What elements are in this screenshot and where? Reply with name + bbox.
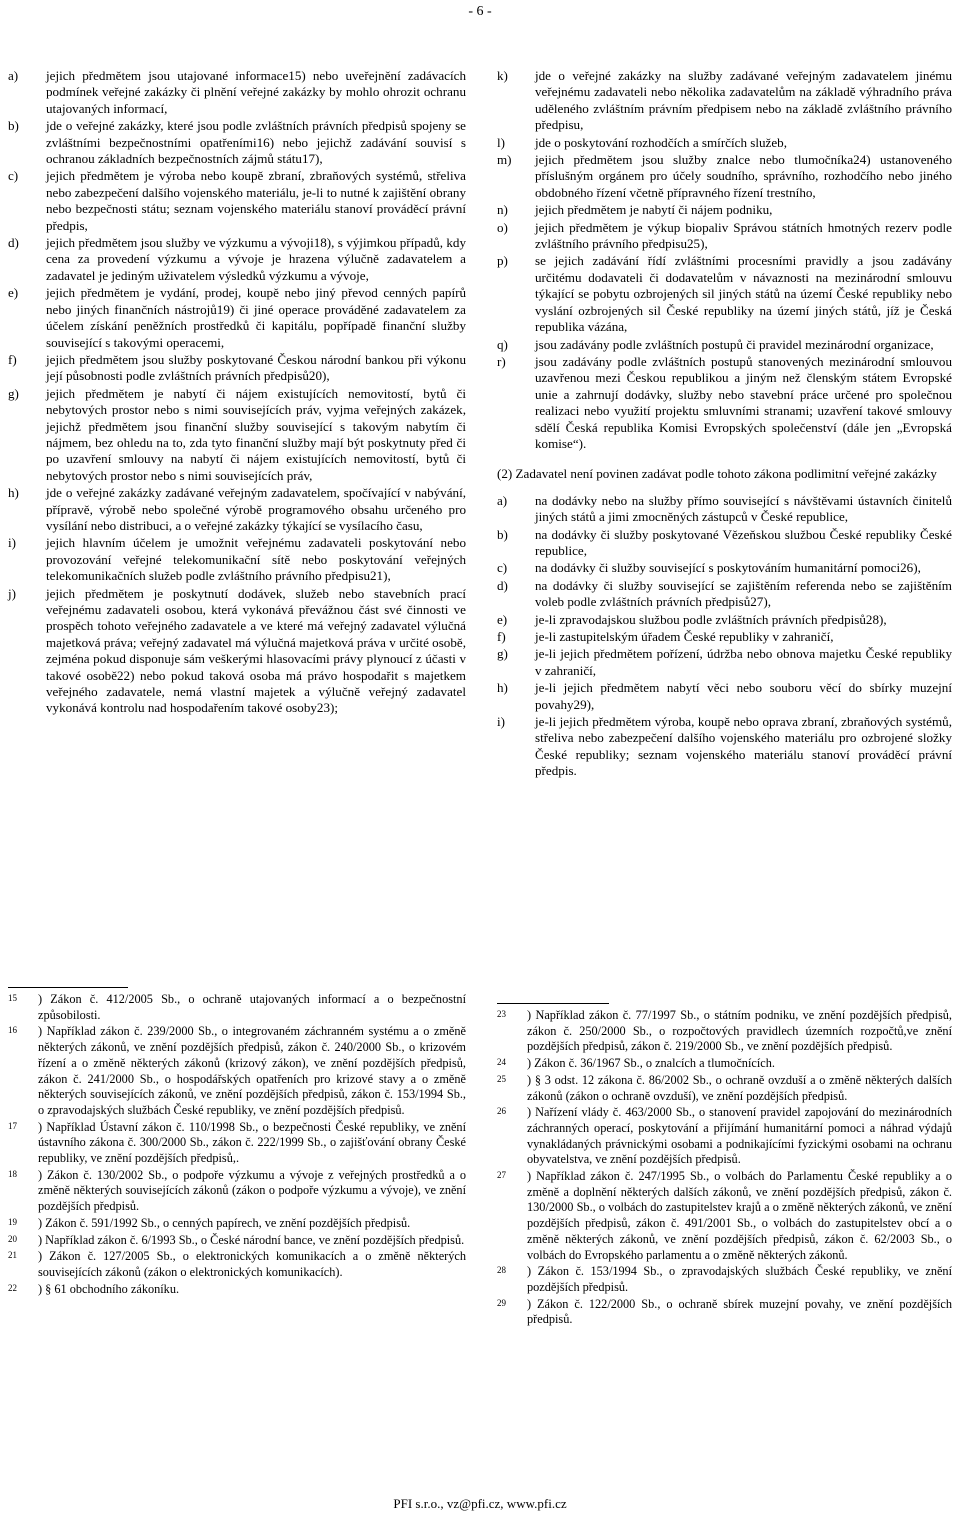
footnote-text: ) Zákon č. 130/2002 Sb., o podpoře výzkumu a vývoje z veřejných prostředků a o změně některých souvisejících zákonů (zákon o podpoře výzkumu a vývoje), ve znění pozdějších předpisů. [38, 1167, 466, 1214]
item-text: je-li jejich předmětem výroba, koupě nebo oprava zbraní, zbraňových systémů, střeliva nebo zabezpečení dalšího vojenského materiálu pro ozbrojené složky České republiky; seznam vojenského materiálu stanoví prováděcí právní předpis. [535, 714, 952, 779]
list-item [497, 560, 952, 576]
item-text: jde o veřejné zakázky na služby zadávané veřejným zadavatelem jinému veřejnému zadavateli nebo několika zadavatelům na základě výhradního práva uděleného zvláštním právním předpisem nebo na základě zvláštního právního předpisu, [535, 68, 952, 133]
page-number: - 6 - [468, 4, 492, 19]
item-label: e) [8, 285, 19, 301]
footnote [8, 1233, 466, 1249]
footnote [497, 1056, 952, 1072]
list-item [497, 680, 952, 713]
footnote [497, 1264, 952, 1295]
item-text: jejich předmětem je nabytí či nájem podniku, [535, 202, 773, 218]
footnote [497, 1073, 952, 1104]
item-label: j) [8, 585, 16, 601]
list-item [497, 202, 952, 218]
footnote-text: ) Zákon č. 36/1967 Sb., o znalcích a tlumočnících. [527, 1056, 775, 1071]
item-text: jejich předmětem je nabytí či nájem existujících nemovitostí, bytů či nebytových prostor nebo s nimi souvisejících práv, vyjma veřejných zakázek, jejichž předmětem jsou finanční služby související s takovým nabytím či nájmem, bez ohledu na to, zda tyto finanční služby mají být poskytnuty před či po uzavření smlouvy na nabytí či nájem existujících nemovitostí, bytů či nebytových prostor nebo s nimi souvisejících práv, [46, 385, 466, 483]
footnote-text: ) Zákon č. 153/1994 Sb., o zpravodajských službách České republiky, ve znění pozdějších předpisů. [527, 1264, 952, 1294]
list-item [497, 527, 952, 560]
list-item [8, 235, 466, 284]
item-label: r) [497, 353, 506, 369]
item-label: a) [8, 68, 19, 83]
item-text: jejich předmětem jsou služby znalce nebo tlumočníka24) ustanoveného příslušným orgánem pro účely soudního, správního, rozhodčího nebo jiného obdobného řízení včetně přípravného řízení trestního, [535, 152, 952, 200]
footnote [497, 1169, 952, 1263]
item-text: je-li zpravodajskou službou podle zvláštních právních předpisů28), [535, 611, 887, 627]
footnote-number: 25 [497, 1073, 506, 1084]
item-text: jde o poskytování rozhodčích a smírčích služeb, [535, 134, 787, 150]
item-label: f) [497, 629, 506, 644]
item-label: d) [8, 235, 19, 251]
item-text: je-li jejich předmětem nabytí věci nebo souboru věcí do sbírky muzejní povahy29), [535, 680, 952, 712]
item-text: jejich předmětem je poskytnutí dodávek, služeb nebo stavebních prací veřejnému zadavateli osobou, která vykonává převážnou část své činnosti ve prospěch tohoto veřejného zadavatele a ve které má veřejný zadavatel výlučná majetková práva; veřejný zadavatel má výlučná majetková práva v určité osobě, zejména pokud disponuje sám veškerými hlasovacími právy plynoucí z účasti v takové osobě22) nebo pokud taková osoba má právo hospodařit s majetkem veřejného zadavatele, nemá vlastní majetek a výlučně veřejný zadavatel vykonává kontrolu nad hospodařením takové osoby23); [46, 585, 466, 716]
item-label: k) [497, 68, 508, 83]
footnotes-right [497, 1008, 952, 1329]
item-label: g) [8, 385, 19, 401]
list-item [8, 386, 466, 484]
item-label: i) [8, 535, 16, 551]
footnote [8, 1168, 466, 1215]
footnote-number: 16 [8, 1025, 17, 1036]
item-text: je-li jejich předmětem pořízení, údržba nebo obnova majetku České republiky v zahraničí, [535, 646, 952, 678]
footnote-text: ) Nařízení vlády č. 463/2000 Sb., o stanovení pravidel zapojování do mezinárodních záchranných operací, poskytování a přijímání humanitární pomoci a náhrad výdajů vynakládaných právnickými osobami a podnikajícími fyzickými osobami na ochranu obyvatelstva, ve znění pozdějších předpisů. [527, 1105, 952, 1167]
item-label: c) [8, 168, 19, 184]
footnote-text: ) Zákon č. 122/2000 Sb., o ochraně sbírek muzejní povahy, ve znění pozdějších předpisů. [527, 1296, 952, 1327]
list-item [8, 68, 466, 117]
list-item [497, 612, 952, 628]
footnote-number: 29 [497, 1297, 506, 1308]
item-text: jsou zadávány podle zvláštních postupů stanovených mezinárodní smlouvou uzavřenou mezi Českou republikou a jiným než členským státem Evropské unie a zahrnují dodávky, služby nebo stavební práce určené pro společnou realizaci nebo využití projektu smluvními stranami; uzavření takové smlouvy sdělí Česká republika Komisi Evropských společenství (dále jen „Evropská komise“). [535, 353, 952, 451]
footnote-text: ) Například zákon č. 239/2000 Sb., o integrovaném záchranném systému a o změně některých zákonů, ve znění pozdějších předpisů, zákon č. 240/2000 Sb., o krizovém řízení a o změně některých zákonů (krizový zákon), ve znění pozdějších předpisů, zákon č. 241/2000 Sb., o hospodářských opatřeních pro krizové stavy a o změně některých souvisejících zákonů, ve znění pozdějších předpisů, zákon č. 153/1994 Sb., o zpravodajských službách České republiky, ve znění pozdějších předpisů. [38, 1024, 466, 1117]
item-label: e) [497, 611, 508, 627]
item-text: jsou zadávány podle zvláštních postupů či pravidel mezinárodní organizace, [535, 336, 934, 352]
footnote [497, 1008, 952, 1055]
footnote-text: ) Například zákon č. 247/1995 Sb., o volbách do Parlamentu České republiky a o změně a doplnění některých dalších zákonů, ve znění pozdějších předpisů, zákon č. 130/2000 Sb., o volbách do zastupitelstev krajů a o změně některých zákonů, ve znění pozdějších předpisů, zákon č. 491/2001 Sb., o volbách do zastupitelstev obcí a o změně některých zákonů, ve znění pozdějších předpisů, zákon č. 62/2003 Sb., o volbách do Evropského parlamentu a o změně některých zákonů. [527, 1169, 952, 1262]
item-label: i) [497, 714, 505, 730]
item-text: na dodávky či služby související s poskytováním humanitární pomoci26), [535, 560, 921, 576]
left-column [8, 68, 466, 718]
footnote-number: 19 [8, 1216, 17, 1227]
footnote-text: ) Například zákon č. 77/1997 Sb., o státním podniku, ve znění pozdějších předpisů, zákon č. 250/2000 Sb., o rozpočtových pravidlech územních rozpočtů,ve znění pozdějších předpisů, zákon č. 219/2000 Sb., ve znění pozdějších předpisů. [527, 1008, 952, 1054]
footnote-number: 24 [497, 1057, 506, 1068]
footnote [497, 1297, 952, 1328]
item-text: jejich hlavním účelem je umožnit veřejnému zadavateli poskytování nebo provozování veřejné telekomunikační sítě nebo poskytování veřejných telekomunikačních služeb podle zvláštního právního předpisu21), [46, 535, 466, 584]
footnote-text: ) § 3 odst. 12 zákona č. 86/2002 Sb., o ochraně ovzduší a o změně některých dalších zákonů (zákon o ochraně ovzduší), ve znění pozdějších předpisů. [527, 1072, 952, 1103]
item-label: m) [497, 152, 512, 168]
footnote-number: 20 [8, 1233, 17, 1244]
list-item [497, 152, 952, 201]
item-label: q) [497, 336, 508, 352]
footnote [8, 1120, 466, 1167]
footnotes-left [8, 992, 466, 1298]
item-text: jejich předmětem je výroba nebo koupě zbraní, zbraňových systémů, střeliva nebo zabezpečení dalšího vojenského materiálu, je-li to nutné k zajištění obrany nebo bezpečnosti státu; seznam vojenského materiálu stanoví prováděcí právní předpis, [46, 168, 466, 233]
footnote-separator [497, 1003, 609, 1004]
list-item [497, 220, 952, 253]
item-text: jejich předmětem je výkup biopaliv Správou státních hmotných rezerv podle zvláštního právního předpisu25), [535, 219, 952, 252]
list-item [497, 354, 952, 452]
footnote-text: ) Zákon č. 127/2005 Sb., o elektronických komunikacích a o změně některých souvisejících zákonů (zákon o elektronických komunikacích). [38, 1249, 466, 1279]
paragraph-2: (2) Zadavatel není povinen zadávat podle tohoto zákona podlimitní veřejné zakázky [497, 466, 937, 482]
page-footer: PFI s.r.o., vz@pfi.cz, www.pfi.cz [393, 1496, 567, 1511]
list-item [8, 485, 466, 534]
footnote [8, 1249, 466, 1280]
item-label: o) [497, 219, 508, 235]
footnote-number: 28 [497, 1265, 506, 1276]
item-text: jejich předmětem je vydání, prodej, koupě nebo jiný převod cenných papírů nebo jiných finančních nástrojů19) či jiné operace prováděné zadavatelem za účelem získání peněžních prostředků či kapitálu, popřípadě finanční služby související s takovými operacemi, [46, 285, 466, 350]
item-label: p) [497, 253, 508, 269]
footnote-number: 17 [8, 1120, 17, 1131]
list-item [497, 493, 952, 526]
list-item [497, 646, 952, 679]
footnote-number: 27 [497, 1170, 506, 1181]
list-item [497, 629, 952, 645]
footnote-separator [8, 987, 128, 988]
footnote [8, 1024, 466, 1118]
item-text: na dodávky či služby související se zajištěním referenda nebo se zajištěním voleb podle zvláštních právních předpisů27), [535, 577, 952, 610]
footnote-number: 18 [8, 1168, 17, 1179]
item-label: c) [497, 560, 508, 576]
list-item [8, 535, 466, 584]
right-column [497, 68, 952, 781]
footnote [497, 1105, 952, 1168]
item-text: je-li zastupitelským úřadem České republiky v zahraničí, [535, 629, 834, 644]
item-label: l) [497, 134, 505, 150]
footnote-number: 21 [8, 1250, 17, 1261]
item-text: jejich předmětem jsou služby poskytované Českou národní bankou při výkonu její působnosti podle zvláštních právních předpisů20), [46, 351, 466, 384]
item-label: h) [497, 680, 508, 696]
list-item [8, 168, 466, 234]
item-text: jejich předmětem jsou služby ve výzkumu a vývoji18), s výjimkou případů, kdy cena za provedení výzkumu a vývoje je hrazena výlučně zadavatelem a zadavatel je jediným uživatelem výsledků výzkumu a vývoje, [46, 235, 466, 283]
item-label: h) [8, 485, 19, 501]
list-item [497, 714, 952, 780]
item-label: b) [497, 526, 508, 542]
item-label: d) [497, 577, 508, 593]
footnote-text: ) Například Ústavní zákon č. 110/1998 Sb., o bezpečnosti České republiky, ve znění ústavního zákona č. 300/2000 Sb., zákon č. 222/1999 Sb., o zajišťování obrany České republiky, ve znění pozdějších předpisů,. [38, 1119, 466, 1166]
item-label: g) [497, 646, 508, 662]
list-item [8, 118, 466, 167]
list-item [497, 135, 952, 151]
footnote-number: 22 [8, 1282, 17, 1293]
list-item [497, 68, 952, 134]
list-item [497, 337, 952, 353]
footnote-text: ) § 61 obchodního zákoníku. [38, 1281, 180, 1296]
item-text: jejich předmětem jsou utajované informace15) nebo uveřejnění zadávacích podmínek veřejné zakázky či plnění veřejné zakázky by mohlo ohrozit ochranu utajovaných informací, [46, 68, 466, 116]
footnote-text: ) Zákon č. 412/2005 Sb., o ochraně utajovaných informací a o bezpečnostní způsobilosti. [38, 992, 466, 1022]
item-text: se jejich zadávání řídí zvláštními procesními pravidly a jsou zadávány určitému dodavateli či dodavatelům v návaznosti na mezinárodní smlouvu týkající se pobytu ozbrojených sil jiných států na území České republiky nebo vyslání ozbrojených sil České republiky na území jiných států, jíž je Česká republika vázána, [535, 253, 952, 335]
footnote-number: 15 [8, 993, 17, 1003]
footnote [8, 1282, 466, 1298]
footnote-number: 26 [497, 1106, 506, 1117]
footnote-text: ) Například zákon č. 6/1993 Sb., o České národní bance, ve znění pozdějších předpisů. [38, 1232, 465, 1247]
item-text: jde o veřejné zakázky zadávané veřejným zadavatelem, spočívající v nabývání, přípravě, výrobě nebo společné výrobě programového obsahu určeného pro vysílání nebo distribuci, a o veřejné zakázky týkající se vysílacího času, [46, 485, 466, 533]
list-item [8, 586, 466, 717]
item-label: a) [497, 492, 508, 508]
footnote [8, 992, 466, 1023]
item-label: b) [8, 118, 19, 134]
item-label: f) [8, 351, 17, 367]
item-text: na dodávky či služby poskytované Vězeňskou službou České republiky České republice, [535, 526, 952, 558]
item-text: jde o veřejné zakázky, které jsou podle zvláštních právních předpisů spojeny se zvláštními bezpečnostními opatřeními16) nebo jejichž zadávání souvisí s ochranou základních bezpečnostních zájmů státu17), [46, 118, 466, 167]
list-item [8, 285, 466, 351]
footnote-number: 23 [497, 1009, 506, 1019]
list-item [497, 578, 952, 611]
footnote-text: ) Zákon č. 591/1992 Sb., o cenných papírech, ve znění pozdějších předpisů. [38, 1215, 411, 1230]
list-item [8, 352, 466, 385]
item-label: n) [497, 202, 508, 218]
footnote [8, 1216, 466, 1232]
item-text: na dodávky nebo na služby přímo související s návštěvami ústavních činitelů jiných států a jimi zmocněných zástupců v České republice, [535, 492, 952, 525]
list-item [497, 253, 952, 335]
